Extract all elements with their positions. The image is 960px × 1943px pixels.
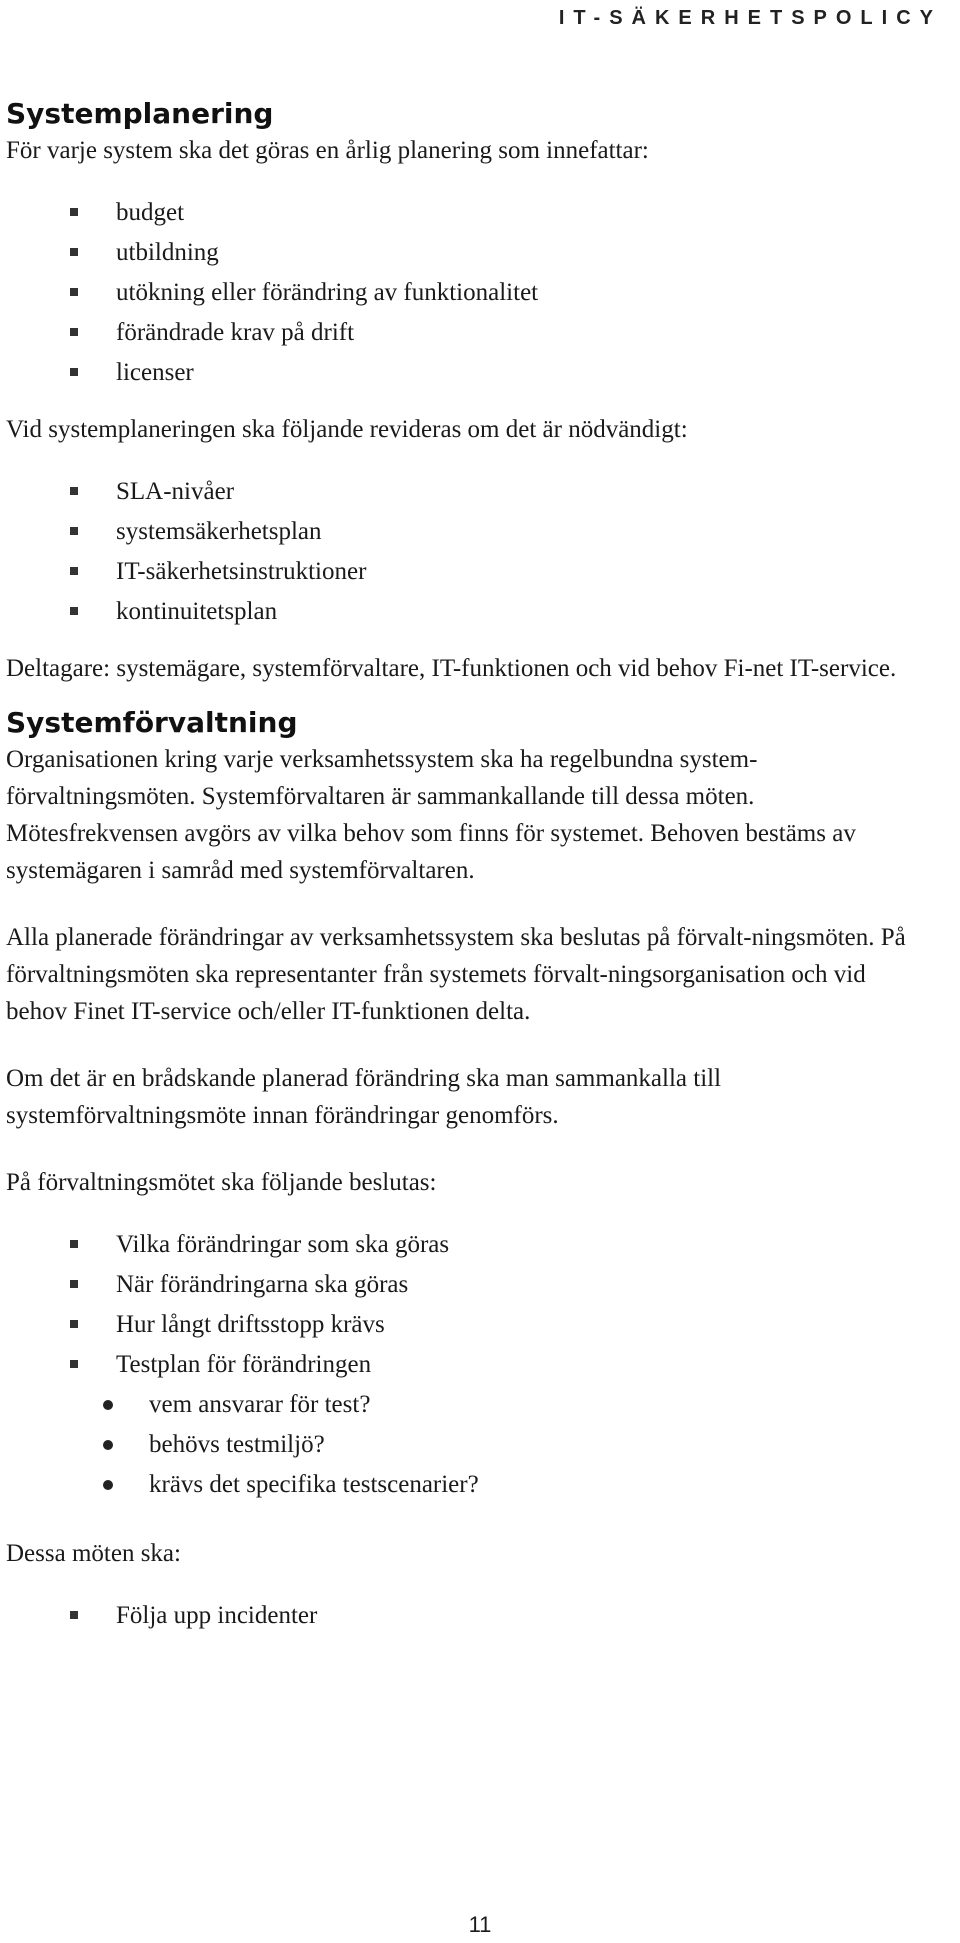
list-item: Vilka förändringar som ska göras — [66, 1225, 936, 1265]
square-bullet-icon — [70, 1320, 78, 1328]
running-header: IT-SÄKERHETSPOLICY — [558, 7, 942, 29]
list-item: När förändringarna ska göras — [66, 1265, 936, 1305]
list-item: kontinuitetsplan — [66, 592, 936, 632]
square-bullet-icon — [70, 328, 78, 336]
square-bullet-icon — [70, 368, 78, 376]
square-bullet-icon — [70, 248, 78, 256]
list-item: Hur långt driftsstopp krävs — [66, 1305, 936, 1345]
square-bullet-icon — [70, 1611, 78, 1619]
decide-list — [6, 1225, 936, 1385]
list-item: licenser — [66, 353, 936, 393]
square-bullet-icon — [70, 1360, 78, 1368]
list-item: krävs det specifika testscenarier? — [99, 1465, 936, 1505]
test-sublist — [6, 1385, 936, 1505]
section-title-systemforvaltning: Systemförvaltning — [6, 706, 298, 739]
list-item: vem ansvarar för test? — [99, 1385, 936, 1425]
list-item: utökning eller förändring av funktionalitet — [66, 273, 936, 313]
round-bullet-icon — [103, 1480, 113, 1490]
list-item: IT-säkerhetsinstruktioner — [66, 552, 936, 592]
meetings-list — [6, 1596, 936, 1636]
square-bullet-icon — [70, 567, 78, 575]
square-bullet-icon — [70, 1240, 78, 1248]
round-bullet-icon — [103, 1440, 113, 1450]
participants: Deltagare: systemägare, systemförvaltare, IT-funktionen och vid behov Fi-net IT-service. — [6, 655, 897, 682]
square-bullet-icon — [70, 1280, 78, 1288]
forvaltning-paragraph-3: Om det är en brådskande planerad förändring ska man sammankalla till systemförvaltningsmöte innan förändringar genomförs. — [6, 1065, 722, 1129]
page-content — [6, 96, 936, 1636]
list-item: systemsäkerhetsplan — [66, 512, 936, 552]
list-item: utbildning — [66, 233, 936, 273]
list-item: SLA-nivåer — [66, 472, 936, 512]
square-bullet-icon — [70, 487, 78, 495]
round-bullet-icon — [103, 1400, 113, 1410]
forvaltning-paragraph-1: Organisationen kring varje verksamhetssystem ska ha regelbundna system-förvaltningsmöten. Systemförvaltaren är sammankallande till dessa möten. Mötesfrekvensen avgörs av vilka behov som finns för systemet. Behoven bestäms av systemägaren i samråd med systemförvaltaren. — [6, 746, 856, 884]
square-bullet-icon — [70, 607, 78, 615]
planering-list — [6, 193, 936, 393]
list-item: behövs testmiljö? — [99, 1425, 936, 1465]
meetings-intro: Dessa möten ska: — [6, 1540, 181, 1567]
planering-intro: För varje system ska det göras en årlig planering som innefattar: — [6, 137, 649, 164]
revise-list — [6, 472, 936, 632]
revise-intro: Vid systemplaneringen ska följande revideras om det är nödvändigt: — [6, 416, 688, 443]
decide-intro: På förvaltningsmötet ska följande beslutas: — [6, 1169, 437, 1196]
square-bullet-icon — [70, 527, 78, 535]
list-item: Följa upp incidenter — [66, 1596, 936, 1636]
list-item: Testplan för förändringen — [66, 1345, 936, 1385]
section-title-systemplanering: Systemplanering — [6, 97, 274, 130]
square-bullet-icon — [70, 288, 78, 296]
list-item: förändrade krav på drift — [66, 313, 936, 353]
list-item: budget — [66, 193, 936, 233]
page-number: 11 — [468, 1912, 492, 1937]
forvaltning-paragraph-2: Alla planerade förändringar av verksamhetssystem ska beslutas på förvalt-ningsmöten. På förvaltningsmöten ska representanter från systemets förvalt-ningsorganisation och vid behov Finet IT-service och/eller IT-funktionen delta. — [6, 924, 906, 1025]
square-bullet-icon — [70, 208, 78, 216]
